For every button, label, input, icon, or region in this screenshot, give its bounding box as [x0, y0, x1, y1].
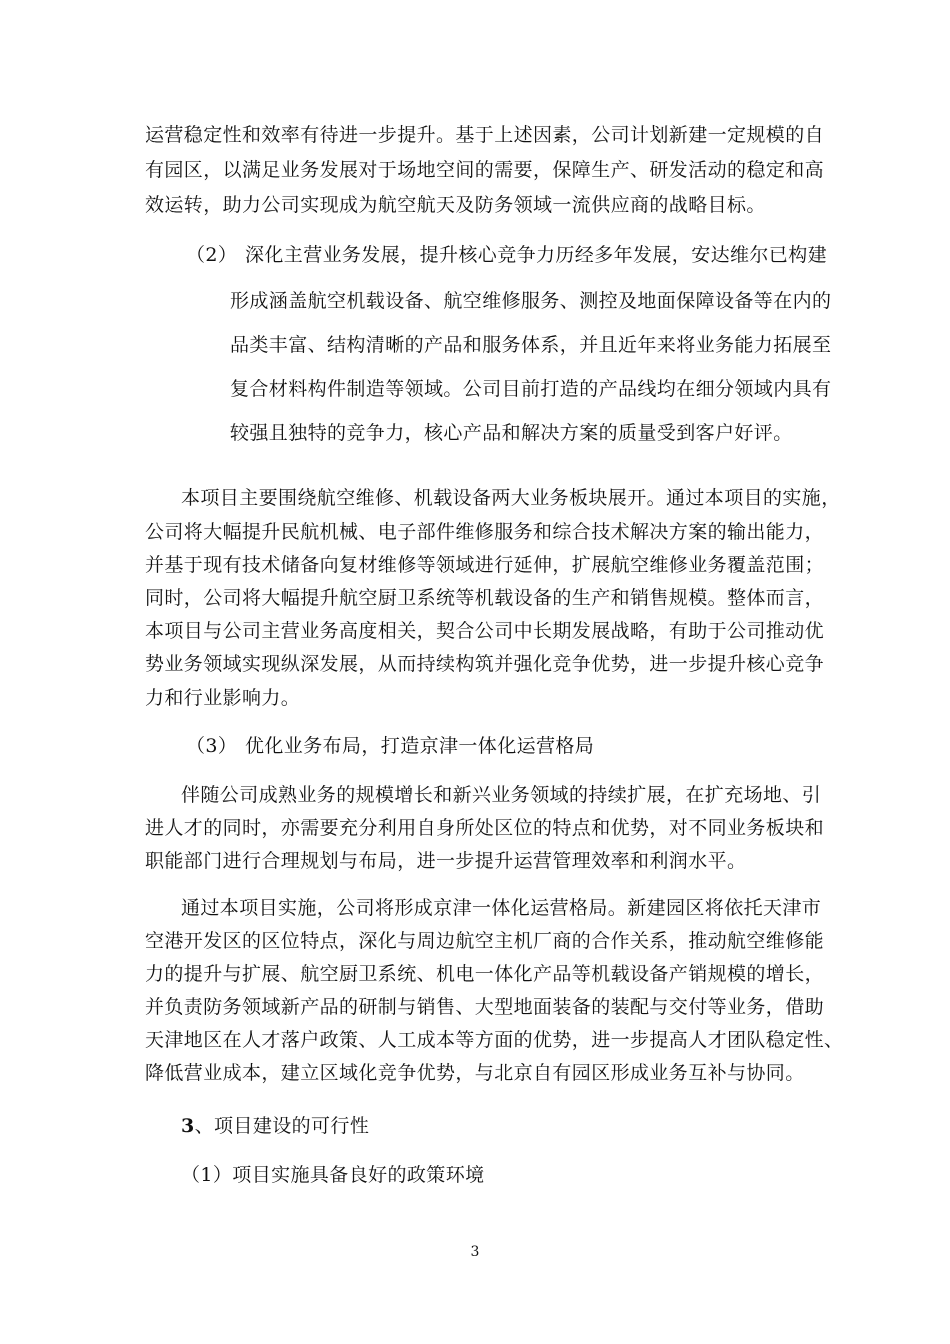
- para2-line-6: 势业务领域实现纵深发展，从而持续构筑并强化竞争优势，进一步提升核心竞争: [145, 653, 825, 675]
- para2-line-4: 同时，公司将大幅提升航空厨卫系统等机载设备的生产和销售规模。整体而言，: [145, 587, 825, 609]
- para2-line-5: 本项目与公司主营业务高度相关，契合公司中长期发展战略，有助于公司推动优: [145, 620, 825, 642]
- para4-line-4: 并负责防务领域新产品的研制与销售、大型地面装备的装配与交付等业务，借助: [145, 996, 825, 1018]
- para3-line-1: 伴随公司成熟业务的规模增长和新兴业务领域的持续扩展，在扩充场地、引: [181, 784, 822, 806]
- para1-line-3: 效运转，助力公司实现成为航空航天及防务领域一流供应商的战略目标。: [145, 194, 766, 216]
- item3-number: （3）: [186, 735, 238, 757]
- item2-line-2: 形成涵盖航空机载设备、航空维修服务、测控及地面保障设备等在内的: [230, 290, 832, 312]
- subsection-heading: （1）项目实施具备良好的政策环境: [181, 1164, 485, 1186]
- para2-line-1: 本项目主要围绕航空维修、机载设备两大业务板块展开。通过本项目的实施，: [181, 487, 841, 509]
- item2-line-5: 较强且独特的竞争力，核心产品和解决方案的质量受到客户好评。: [230, 422, 793, 444]
- item2-line-1: 深化主营业务发展，提升核心竞争力历经多年发展，安达维尔已构建: [245, 244, 828, 266]
- para4-line-3: 力的提升与扩展、航空厨卫系统、机电一体化产品等机载设备产销规模的增长，: [145, 963, 825, 985]
- para3-line-3: 职能部门进行合理规划与布局，进一步提升运营管理效率和利润水平。: [145, 850, 747, 872]
- para1-line-2: 有园区，以满足业务发展对于场地空间的需要，保障生产、研发活动的稳定和高: [145, 159, 825, 181]
- item2-line-3: 品类丰富、结构清晰的产品和服务体系，并且近年来将业务能力拓展至: [230, 334, 832, 356]
- para3-line-2: 进人才的同时，亦需要充分利用自身所处区位的特点和优势，对不同业务板块和: [145, 817, 825, 839]
- item3-title: 优化业务布局，打造京津一体化运营格局: [245, 735, 595, 757]
- section-heading: [181, 1111, 369, 1138]
- para4-line-2: 空港开发区的区位特点，深化与周边航空主机厂商的合作关系，推动航空维修能: [145, 930, 825, 952]
- page-number: 3: [470, 1244, 480, 1260]
- para4-line-5: 天津地区在人才落户政策、人工成本等方面的优势，进一步提高人才团队稳定性、: [145, 1029, 844, 1051]
- para2-line-7: 力和行业影响力。: [145, 687, 301, 709]
- para4-line-6: 降低营业成本，建立区域化竞争优势，与北京自有园区形成业务互补与协同。: [145, 1062, 805, 1084]
- para1-line-1: 运营稳定性和效率有待进一步提升。基于上述因素，公司计划新建一定规模的自: [145, 124, 825, 146]
- para2-line-2: 公司将大幅提升民航机械、电子部件维修服务和综合技术解决方案的输出能力，: [145, 521, 825, 543]
- section-heading-text: 、项目建设的可行性: [194, 1115, 370, 1137]
- section-heading-number: 3: [181, 1115, 195, 1137]
- para2-line-3: 并基于现有技术储备向复材维修等领域进行延伸，扩展航空维修业务覆盖范围；: [145, 554, 825, 576]
- item2-line-4: 复合材料构件制造等领域。公司目前打造的产品线均在细分领域内具有: [230, 378, 832, 400]
- item2-number: （2）: [186, 244, 238, 266]
- para4-line-1: 通过本项目实施，公司将形成京津一体化运营格局。新建园区将依托天津市: [181, 897, 822, 919]
